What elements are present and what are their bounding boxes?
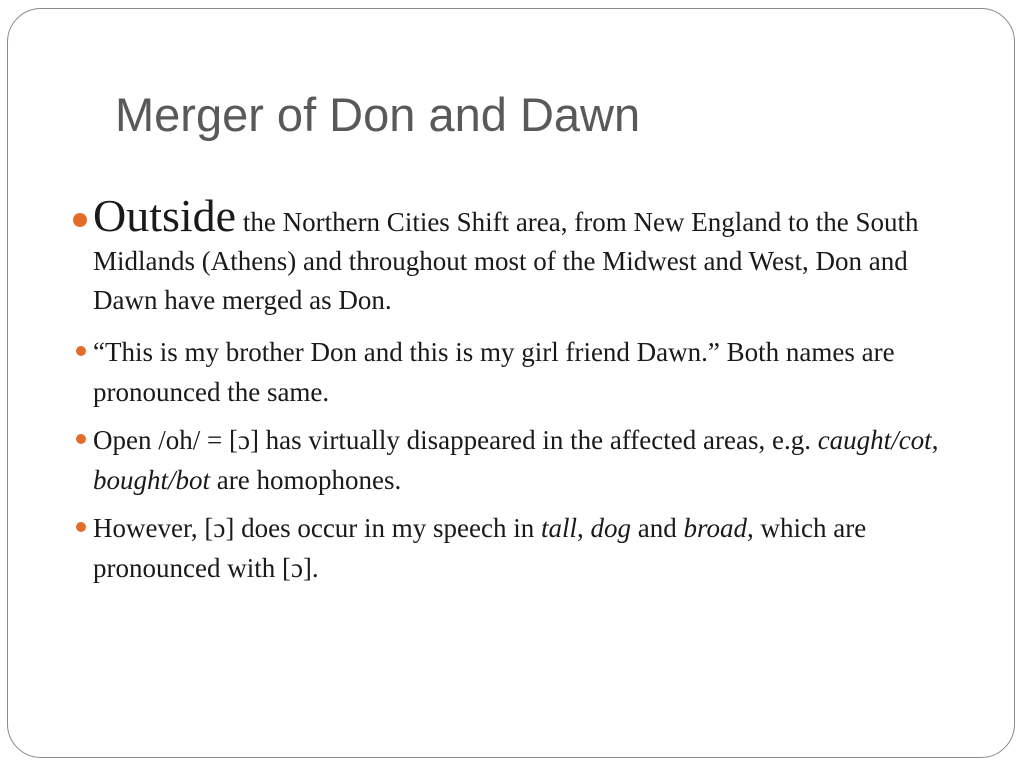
bullet-dot-icon bbox=[76, 434, 86, 444]
bullet-italic-term: tall bbox=[541, 513, 578, 543]
bullet-italic-term: dog bbox=[590, 513, 632, 543]
bullet-item-example-sentence bbox=[93, 332, 963, 412]
bullet-dot-icon bbox=[73, 213, 87, 227]
bullet-item-however bbox=[93, 508, 963, 588]
bullet-list bbox=[93, 190, 963, 588]
bullet-text: , bbox=[931, 425, 939, 455]
bullet-text: Open /oh/ = [ɔ] has virtually disappeared in the affected areas, e.g. bbox=[93, 425, 818, 455]
bullet-text: the Northern Cities Shift area, from New England to the South Midlands (Athens) and throughout most of the Midwest and West, Don and Dawn have merged as Don. bbox=[93, 207, 919, 315]
bullet-text: and bbox=[631, 513, 684, 543]
bullet-text: , bbox=[577, 513, 591, 543]
bullet-italic-term: broad bbox=[683, 513, 748, 543]
bullet-item-open-oh bbox=[93, 420, 963, 500]
bullet-text: , which are pronounced with [ɔ]. bbox=[93, 513, 867, 583]
bullet-dot-icon bbox=[76, 522, 86, 532]
bullet-dot-icon bbox=[76, 346, 86, 356]
bullet-italic-term: caught/cot bbox=[817, 425, 932, 455]
bullet-item-outside bbox=[93, 190, 963, 320]
bullet-lead-word: Outside bbox=[93, 190, 237, 241]
bullet-text: are homophones. bbox=[210, 465, 402, 495]
bullet-text: However, [ɔ] does occur in my speech in bbox=[93, 513, 542, 543]
bullet-text: “This is my brother Don and this is my girl friend Dawn.” Both names are pronounced the same. bbox=[93, 337, 895, 407]
bullet-italic-term: bought/bot bbox=[93, 465, 211, 495]
slide-title: Merger of Don and Dawn bbox=[115, 88, 641, 141]
slide bbox=[7, 8, 1015, 758]
